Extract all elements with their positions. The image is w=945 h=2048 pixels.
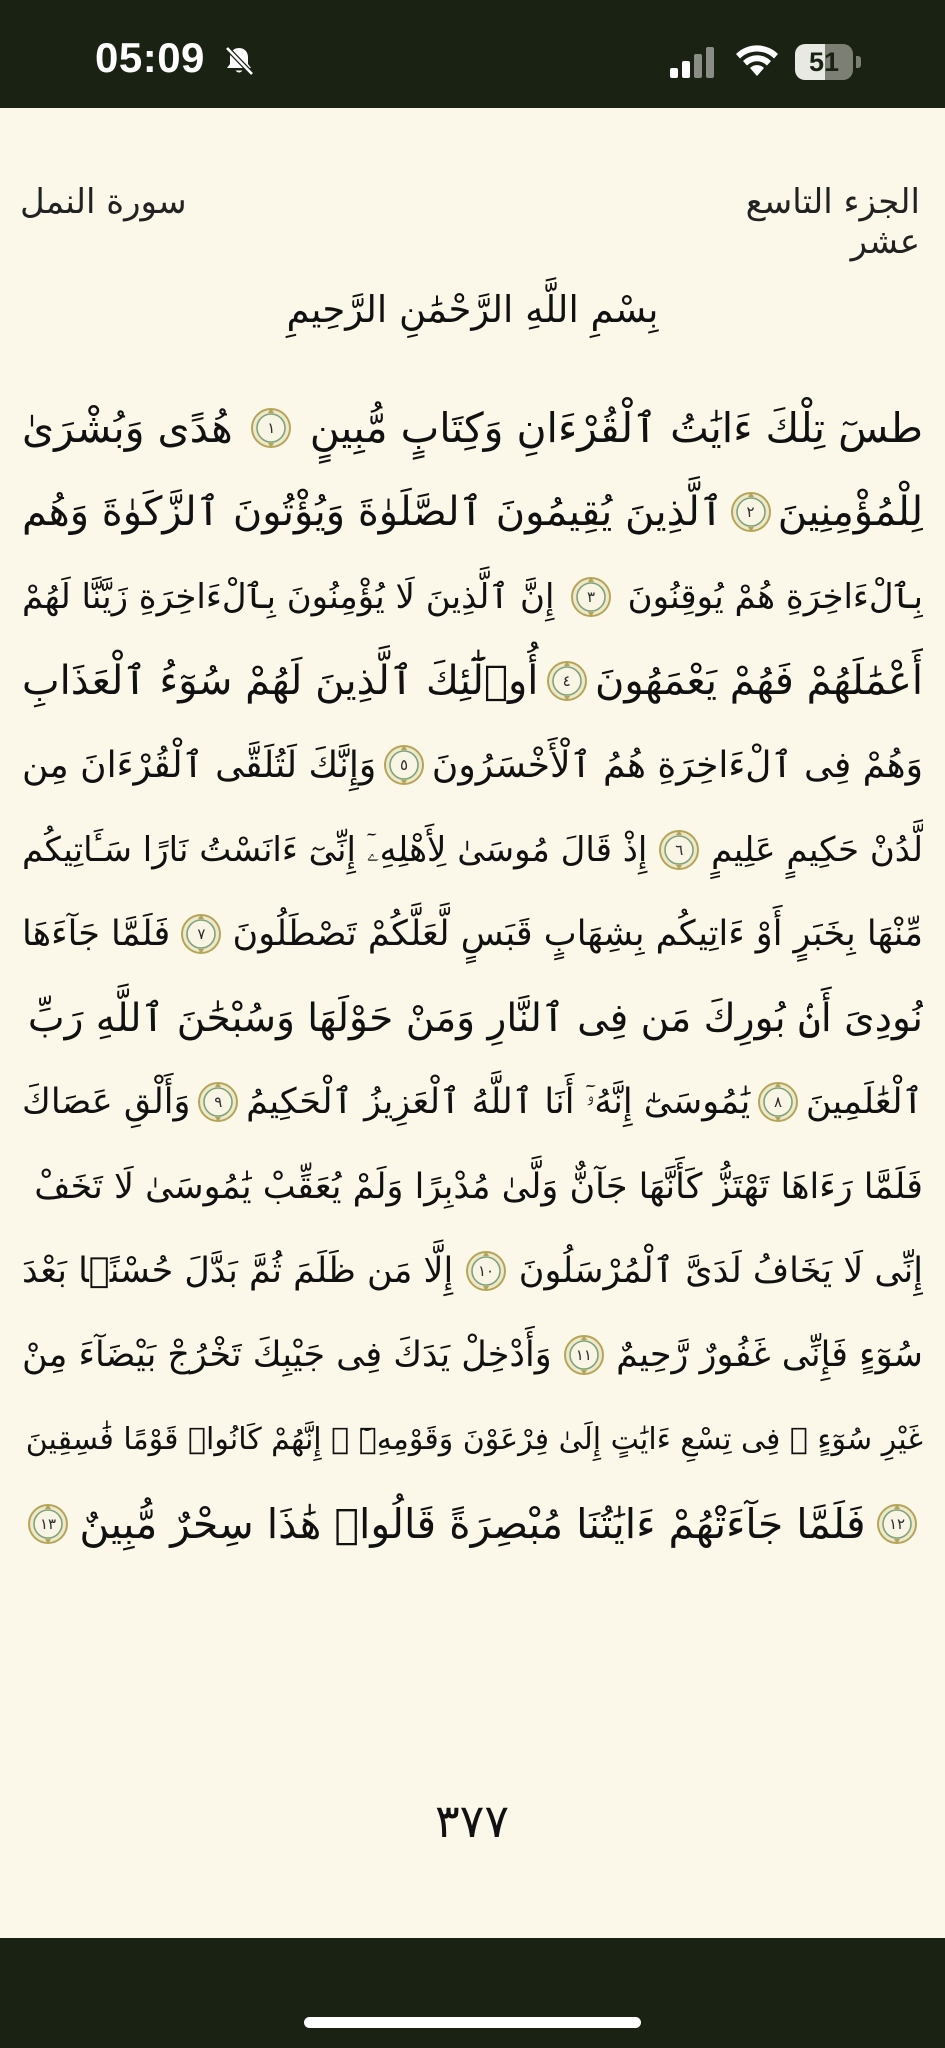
home-indicator[interactable] bbox=[304, 2017, 641, 2028]
ayah-number: ١٠ bbox=[477, 1262, 495, 1280]
ayah-number: ٨ bbox=[774, 1093, 783, 1112]
ayah-number-marker[interactable] bbox=[196, 1080, 240, 1124]
verse-text: نُودِىَ أَنۢ بُورِكَ مَن فِى ٱلنَّارِ وَمَنْ حَوْلَهَا وَسُبْحَٰنَ ٱللَّهِ رَبِّ bbox=[27, 995, 923, 1041]
verse-text: لَّدُنْ حَكِيمٍ عَلِيمٍ bbox=[711, 829, 923, 870]
surah-title: سورة النمل bbox=[20, 182, 187, 222]
page-number: ٣٧٧ bbox=[434, 1794, 510, 1848]
ayah-number: ٦ bbox=[675, 840, 684, 859]
verse-text: وَهُمْ فِى ٱلْءَاخِرَةِ هُمُ ٱلْأَخْسَرُونَ bbox=[431, 744, 923, 786]
ayah-number-marker[interactable] bbox=[464, 1249, 508, 1293]
verse-text: سُوٓءٍ فَإِنِّى غَفُورٌ رَّحِيمٌ bbox=[616, 1335, 923, 1376]
verse-text: فَلَمَّا جَآءَهَا bbox=[22, 913, 171, 954]
ayah-number: ٩ bbox=[214, 1093, 223, 1112]
ayah-number-marker[interactable] bbox=[26, 1502, 70, 1546]
ayah-number: ١ bbox=[267, 419, 276, 437]
ayah-number: ٢ bbox=[746, 503, 755, 522]
ayah-number: ١٣ bbox=[39, 1514, 57, 1533]
verse-line bbox=[22, 641, 923, 721]
ayah-number-marker[interactable] bbox=[249, 406, 293, 450]
verse-text: إِذْ قَالَ مُوسَىٰ لِأَهْلِهِۦٓ إِنِّىٓ ءَانَسْتُ نَارًا سَـَٔاتِيكُم bbox=[22, 829, 648, 870]
ayah-number: ٣ bbox=[587, 587, 596, 606]
verse-text: غَيْرِ سُوٓءٍ ۖ فِى تِسْعِ ءَايَٰتٍ إِلَىٰ فِرْعَوْنَ وَقَوْمِهِۦٓ ۚ إِنَّهُمْ كَانُوا۟ قَوْمًا فَٰسِقِينَ bbox=[25, 1422, 923, 1458]
verse-text: ٱلْعَٰلَمِينَ bbox=[805, 1082, 923, 1123]
ayah-number-marker[interactable] bbox=[382, 743, 426, 787]
verse-text: طسٓ تِلْكَ ءَايَٰتُ ٱلْقُرْءَانِ وَكِتَابٍ مُّبِينٍ bbox=[309, 404, 923, 452]
verse-line bbox=[22, 1147, 923, 1227]
signal-icon bbox=[668, 46, 718, 78]
ayah-number-marker[interactable] bbox=[569, 575, 613, 619]
bottom-bar bbox=[0, 1938, 945, 2048]
ayah-number: ١٢ bbox=[888, 1514, 906, 1533]
verse-text: أُو۟لَٰٓئِكَ ٱلَّذِينَ لَهُمْ سُوٓءُ ٱلْعَذَابِ bbox=[22, 657, 539, 704]
verse-line bbox=[22, 1400, 923, 1480]
ayah-number-marker[interactable] bbox=[875, 1502, 919, 1546]
verse-text: إِلَّا مَن ظَلَمَ ثُمَّ بَدَّلَ حُسْنًۢا بَعْدَ bbox=[22, 1251, 454, 1291]
status-time: 05:09 bbox=[95, 34, 205, 81]
verse-line bbox=[22, 1484, 923, 1564]
verse-text: فَلَمَّا جَآءَتْهُمْ ءَايَٰتُنَا مُبْصِرَةً قَالُوا۟ هَٰذَا سِحْرٌ مُّبِينٌ bbox=[79, 1499, 866, 1548]
verse-text: إِنِّى لَا يَخَافُ لَدَىَّ ٱلْمُرْسَلُونَ bbox=[518, 1251, 923, 1291]
ayah-number-marker[interactable] bbox=[562, 1333, 606, 1377]
battery-level: 51 bbox=[808, 47, 840, 77]
battery-icon bbox=[795, 44, 861, 80]
verse-line bbox=[22, 978, 923, 1058]
basmala: بِسْمِ اللَّهِ الرَّحْمَٰنِ الرَّحِيمِ bbox=[286, 288, 659, 331]
verse-text: لِلْمُؤْمِنِينَ bbox=[777, 489, 923, 536]
verse-text: وَإِنَّكَ لَتُلَقَّى ٱلْقُرْءَانَ مِن bbox=[22, 744, 377, 786]
ayah-number-marker[interactable] bbox=[545, 659, 589, 703]
verse-text: وَأَلْقِ عَصَاكَ bbox=[22, 1082, 191, 1123]
wifi-icon bbox=[734, 42, 780, 78]
ayah-number-marker[interactable] bbox=[756, 1080, 800, 1124]
verse-line bbox=[22, 472, 923, 552]
verse-text: هُدًى وَبُشْرَىٰ bbox=[22, 404, 233, 452]
juz-title: الجزء التاسع عشر bbox=[745, 182, 920, 262]
verse-line bbox=[22, 810, 923, 890]
ayah-number-marker[interactable] bbox=[179, 912, 223, 956]
verse-line bbox=[22, 894, 923, 974]
ayah-number: ٥ bbox=[400, 756, 409, 775]
bell-slash-icon bbox=[222, 44, 256, 78]
verse-text: يَٰمُوسَىٰٓ إِنَّهُۥٓ أَنَا ٱللَّهُ ٱلْعَزِيزُ ٱلْحَكِيمُ bbox=[246, 1082, 751, 1123]
verse-text: بِٱلْءَاخِرَةِ هُمْ يُوقِنُونَ bbox=[627, 577, 923, 618]
ayah-number-marker[interactable] bbox=[657, 828, 701, 872]
ayah-number: ٧ bbox=[197, 924, 206, 943]
ayah-number-marker[interactable] bbox=[729, 490, 773, 534]
verse-line bbox=[22, 1315, 923, 1395]
verse-text: إِنَّ ٱلَّذِينَ لَا يُؤْمِنُونَ بِٱلْءَاخِرَةِ زَيَّنَّا لَهُمْ bbox=[22, 577, 555, 618]
verse-text: وَأَدْخِلْ يَدَكَ فِى جَيْبِكَ تَخْرُجْ بَيْضَآءَ مِنْ bbox=[22, 1335, 552, 1376]
verse-line bbox=[22, 1062, 923, 1142]
verse-line bbox=[22, 725, 923, 805]
verse-text: أَعْمَٰلَهُمْ فَهُمْ يَعْمَهُونَ bbox=[594, 657, 923, 704]
verse-text: فَلَمَّا رَءَاهَا تَهْتَزُّ كَأَنَّهَا جَآنٌّ وَلَّىٰ مُدْبِرًا وَلَمْ يُعَقِّبْ يَٰمُوسَىٰ لَا تَخَفْ bbox=[34, 1166, 923, 1207]
ayah-number: ١١ bbox=[575, 1346, 592, 1365]
ayah-number: ٤ bbox=[562, 671, 571, 690]
verse-line bbox=[22, 1231, 923, 1311]
verse-line bbox=[22, 557, 923, 637]
status-bar bbox=[0, 0, 945, 108]
verse-text: ٱلَّذِينَ يُقِيمُونَ ٱلصَّلَوٰةَ وَيُؤْتُونَ ٱلزَّكَوٰةَ وَهُم bbox=[22, 489, 724, 536]
verse-text: مِّنْهَا بِخَبَرٍ أَوْ ءَاتِيكُم بِشِهَابٍ قَبَسٍ لَّعَلَّكُمْ تَصْطَلُونَ bbox=[232, 913, 923, 954]
verse-line bbox=[22, 388, 923, 468]
